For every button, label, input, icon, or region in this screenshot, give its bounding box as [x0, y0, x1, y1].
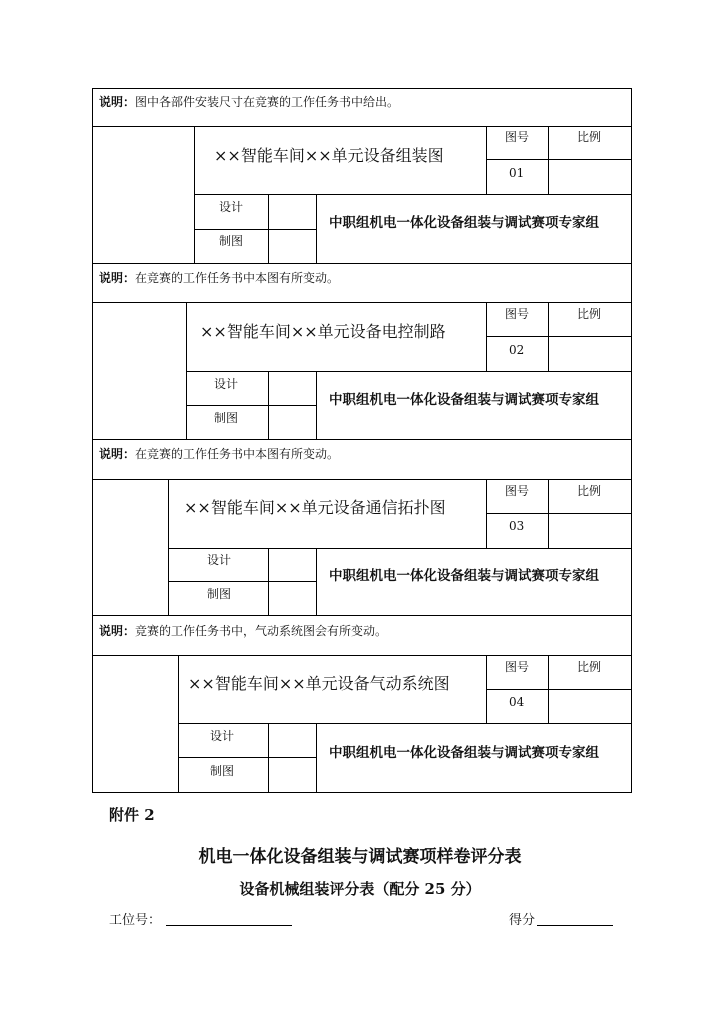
note-label: 说明：: [99, 624, 136, 638]
fig-row-mid: [486, 689, 632, 690]
fig-col-left: [486, 126, 487, 195]
drawing-title: ××智能车间××单元设备组装图: [214, 146, 444, 165]
design-label: 设计: [210, 729, 235, 743]
note-1: [99, 95, 399, 109]
figure-no: 04: [509, 695, 525, 709]
draw-label: 制图: [214, 411, 239, 425]
block-bottom: [92, 263, 632, 264]
divider: [92, 126, 632, 127]
sign-col-2: [316, 548, 317, 616]
note-3: [99, 447, 339, 461]
block-bottom: [92, 439, 632, 440]
title-row-bottom: [168, 548, 632, 549]
divider: [92, 302, 632, 303]
fig-row-mid: [486, 513, 632, 514]
note-text: 图中各部件安装尺寸在竞赛的工作任务书中给出。: [135, 95, 400, 109]
expert-group: 中职组机电一体化设备组装与调试赛项专家组: [329, 392, 599, 408]
figure-no-label: 图号: [505, 307, 530, 321]
scale-label: 比例: [577, 660, 602, 674]
figure-no: 02: [509, 343, 525, 357]
note-text: 在竞赛的工作任务书中本图有所变动。: [135, 447, 340, 461]
station-label: 工位号：: [109, 913, 162, 928]
draw-label: 制图: [219, 234, 244, 248]
figure-no: 01: [509, 166, 525, 180]
fig-col-mid: [548, 126, 549, 195]
sign-row-mid: [178, 757, 317, 758]
sign-row-mid: [168, 581, 317, 582]
scale-label: 比例: [577, 130, 602, 144]
expert-group: 中职组机电一体化设备组装与调试赛项专家组: [329, 215, 599, 231]
attachment-label: 附件 2: [109, 806, 155, 824]
expert-group: 中职组机电一体化设备组装与调试赛项专家组: [329, 745, 599, 761]
expert-group: 中职组机电一体化设备组装与调试赛项专家组: [329, 568, 599, 584]
sign-col-1: [268, 548, 269, 616]
sign-row-mid: [186, 405, 317, 406]
sign-row-mid: [194, 229, 317, 230]
design-label: 设计: [214, 377, 239, 391]
design-label: 设计: [207, 553, 232, 567]
note-label: 说明：: [99, 447, 136, 461]
scale-label: 比例: [577, 484, 602, 498]
title-row-bottom: [186, 371, 632, 372]
sub-title: 设备机械组装评分表（配分 25 分）: [239, 880, 481, 898]
draw-label: 制图: [210, 764, 235, 778]
fig-row-mid: [486, 159, 632, 160]
note-label: 说明：: [99, 271, 136, 285]
frame-top: [92, 88, 632, 89]
note-4: [99, 624, 387, 638]
main-title: 机电一体化设备组装与调试赛项样卷评分表: [198, 847, 522, 867]
note-label: 说明：: [99, 95, 136, 109]
figure-no-label: 图号: [505, 484, 530, 498]
frame-bottom: [92, 792, 632, 793]
block-bottom: [92, 615, 632, 616]
figure-no: 03: [509, 519, 525, 533]
title-row-bottom: [178, 723, 632, 724]
title-row-bottom: [194, 194, 632, 195]
drawing-title: ××智能车间××单元设备气动系统图: [188, 674, 450, 693]
note-text: 在竞赛的工作任务书中本图有所变动。: [135, 271, 340, 285]
figure-no-label: 图号: [505, 130, 530, 144]
scale-label: 比例: [577, 307, 602, 321]
divider: [92, 655, 632, 656]
station-blank-line[interactable]: [166, 925, 292, 926]
score-blank-line[interactable]: [537, 925, 613, 926]
frame-left: [92, 88, 93, 793]
drawing-title: ××智能车间××单元设备通信拓扑图: [184, 498, 446, 517]
design-label: 设计: [219, 200, 244, 214]
fig-row-mid: [486, 336, 632, 337]
score-label: 得分: [509, 913, 536, 928]
note-text: 竞赛的工作任务书中，气动系统图会有所变动。: [135, 624, 388, 638]
draw-label: 制图: [207, 587, 232, 601]
figure-no-label: 图号: [505, 660, 530, 674]
note-2: [99, 271, 339, 285]
drawing-title: ××智能车间××单元设备电控制路: [200, 322, 446, 341]
divider: [92, 479, 632, 480]
